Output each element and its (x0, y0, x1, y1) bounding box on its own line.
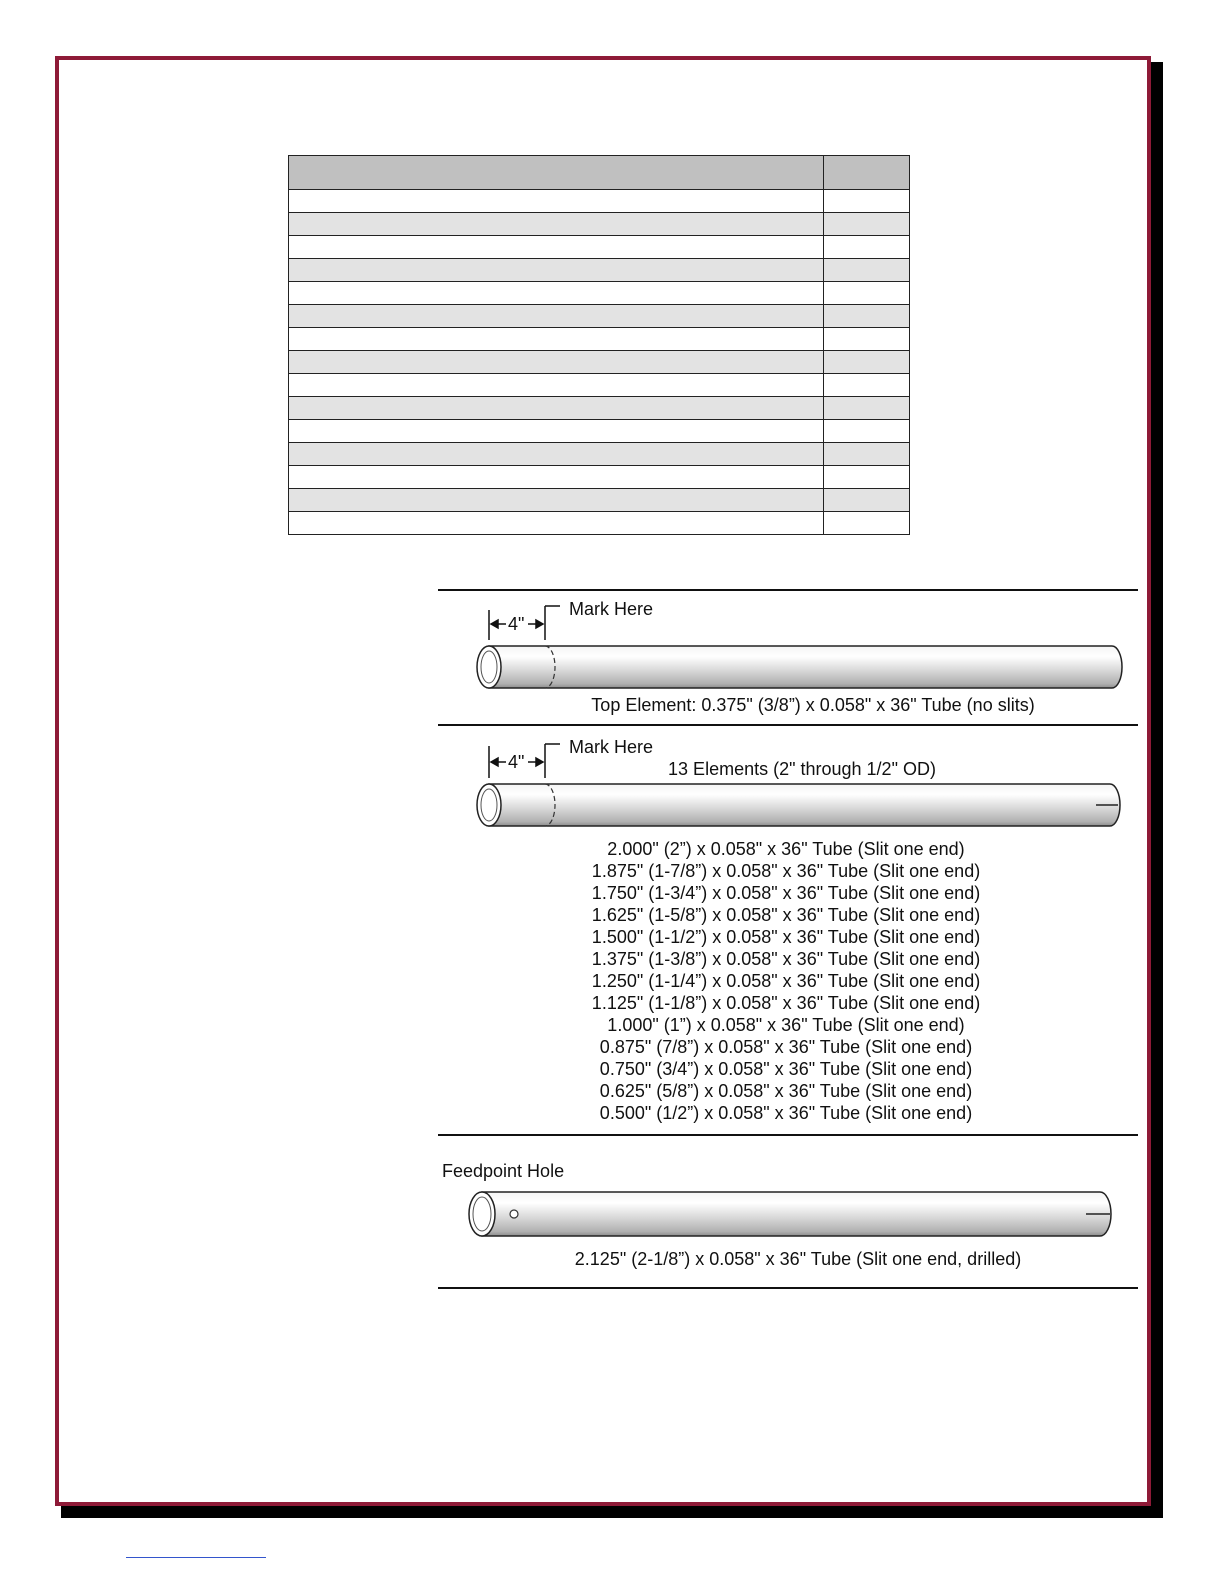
element-size-item: 1.875" (1-7/8”) x 0.058" x 36" Tube (Slit one end) (591, 861, 981, 881)
element-size-item: 0.875" (7/8”) x 0.058" x 36" Tube (Slit one end) (599, 1037, 973, 1057)
element-size-item: 1.375" (1-3/8”) x 0.058" x 36" Tube (Slit one end) (591, 949, 981, 969)
element-size-item: 1.625" (1-5/8”) x 0.058" x 36" Tube (Slit one end) (591, 905, 981, 925)
mark-here-label: Mark Here (569, 737, 654, 757)
element-size-item: 1.125" (1-1/8”) x 0.058" x 36" Tube (Slit one end) (591, 993, 981, 1013)
feedpoint-hole-label: Feedpoint Hole (442, 1161, 565, 1181)
feedpoint-tube (469, 1192, 1111, 1236)
element-size-item: 2.000" (2”) x 0.058" x 36" Tube (Slit one end) (607, 839, 965, 859)
element-size-item: 1.000" (1”) x 0.058" x 36" Tube (Slit one end) (607, 1015, 965, 1035)
element-size-item: 1.500" (1-1/2”) x 0.058" x 36" Tube (Slit one end) (591, 927, 981, 947)
element-size-item: 0.500" (1/2”) x 0.058" x 36" Tube (Slit one end) (599, 1103, 973, 1123)
element-size-list (592, 838, 980, 1124)
feedpoint-caption: 2.125" (2-1/8”) x 0.058" x 36" Tube (Slit one end, drilled) (574, 1249, 1022, 1269)
footer-link-underline[interactable] (126, 1557, 266, 1558)
element-size-item: 1.750" (1-3/4”) x 0.058" x 36" Tube (Slit one end) (591, 883, 981, 903)
feedpoint-hole-mark (510, 1210, 518, 1218)
elements-tube (477, 784, 1120, 826)
dimension-label: 4" (508, 614, 525, 634)
top-element-tube (477, 646, 1122, 688)
element-size-item: 0.750" (3/4”) x 0.058" x 36" Tube (Slit one end) (599, 1059, 973, 1079)
top-element-caption: Top Element: 0.375" (3/8”) x 0.058" x 36" Tube (no slits) (591, 695, 1035, 715)
element-size-item: 1.250" (1-1/4”) x 0.058" x 36" Tube (Slit one end) (591, 971, 981, 991)
top-element-dimension (489, 606, 560, 640)
elements-title: 13 Elements (2" through 1/2" OD) (668, 759, 936, 779)
mark-here-label: Mark Here (569, 599, 654, 619)
element-size-item: 0.625" (5/8”) x 0.058" x 36" Tube (Slit one end) (599, 1081, 973, 1101)
elements-dimension (489, 744, 560, 778)
dimension-label: 4" (508, 752, 525, 772)
